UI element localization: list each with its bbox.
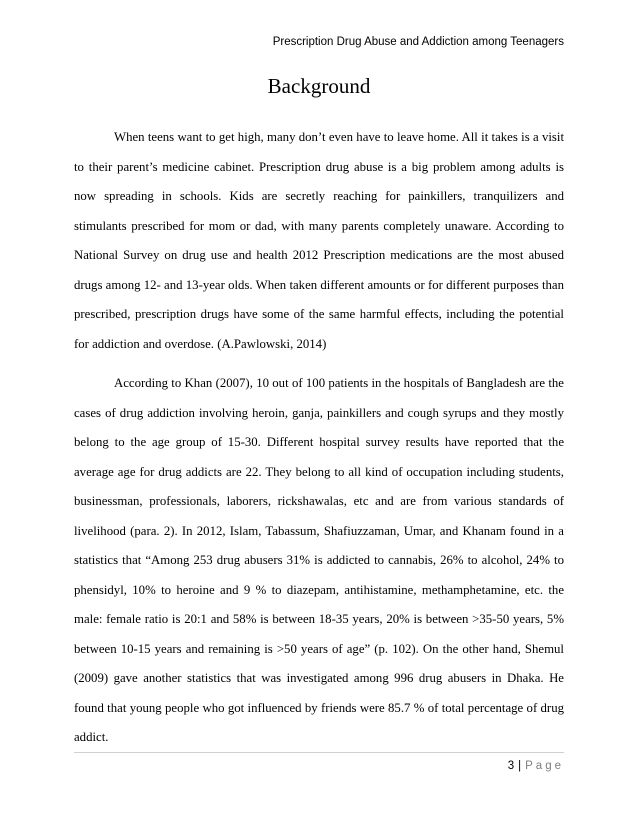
page-footer	[508, 760, 564, 772]
page-number: 3	[507, 760, 515, 772]
running-header: Prescription Drug Abuse and Addiction among Teenagers	[272, 36, 564, 48]
page-label: Page	[525, 760, 564, 772]
body-paragraph-2-container	[74, 369, 564, 753]
body-paragraph: When teens want to get high, many don’t even have to leave home. All it takes is a visit to their parent’s medicine cabinet. Prescription drug abuse is a big problem among adults is now spreading in schools. Kids are secretly reaching for painkillers, tranquilizers and stimulants prescribed for mom or dad, with many parents completely unaware. According to National Survey on drug use and health 2012 Prescription medications are the most abused drugs among 12- and 13-year olds. When taken different amounts or for different purposes than prescribed, prescription drugs have some of the same harmful effects, including the potential for addiction and overdose. (A.Pawlowski, 2014)	[74, 130, 564, 351]
page-separator: |	[518, 760, 522, 772]
body-paragraph: According to Khan (2007), 10 out of 100 patients in the hospitals of Bangladesh are the cases of drug addiction involving heroin, ganja, painkillers and cough syrups and they mostly belong to the age group of 15-30. Different hospital survey results have reported that the average age for drug addicts are 22. They belong to all kind of occupation including students, businessman, professionals, laborers, rickshawalas, etc and are from various standards of livelihood (para. 2). In 2012, Islam, Tabassum, Shafiuzzaman, Umar, and Khanam found in a statistics that “Among 253 drug abusers 31% is addicted to cannabis, 26% to alcohol, 24% to phensidyl, 10% to heroine and 9 % to diazepam, antihistamine, methamphetamine, etc. the male: female ratio is 20:1 and 58% is between 18-35 years, 20% is between >35-50 years, 5% between 10-15 years and remaining is >50 years of age” (p. 102). On the other hand, Shemul (2009) gave another statistics that was investigated among 996 drug abusers in Dhaka. He found that young people who got influenced by friends were 85.7 % of total percentage of drug addict.	[74, 376, 564, 744]
body-paragraph-1-container	[74, 123, 564, 359]
section-heading: Background	[267, 74, 371, 98]
footer-divider	[74, 752, 564, 753]
